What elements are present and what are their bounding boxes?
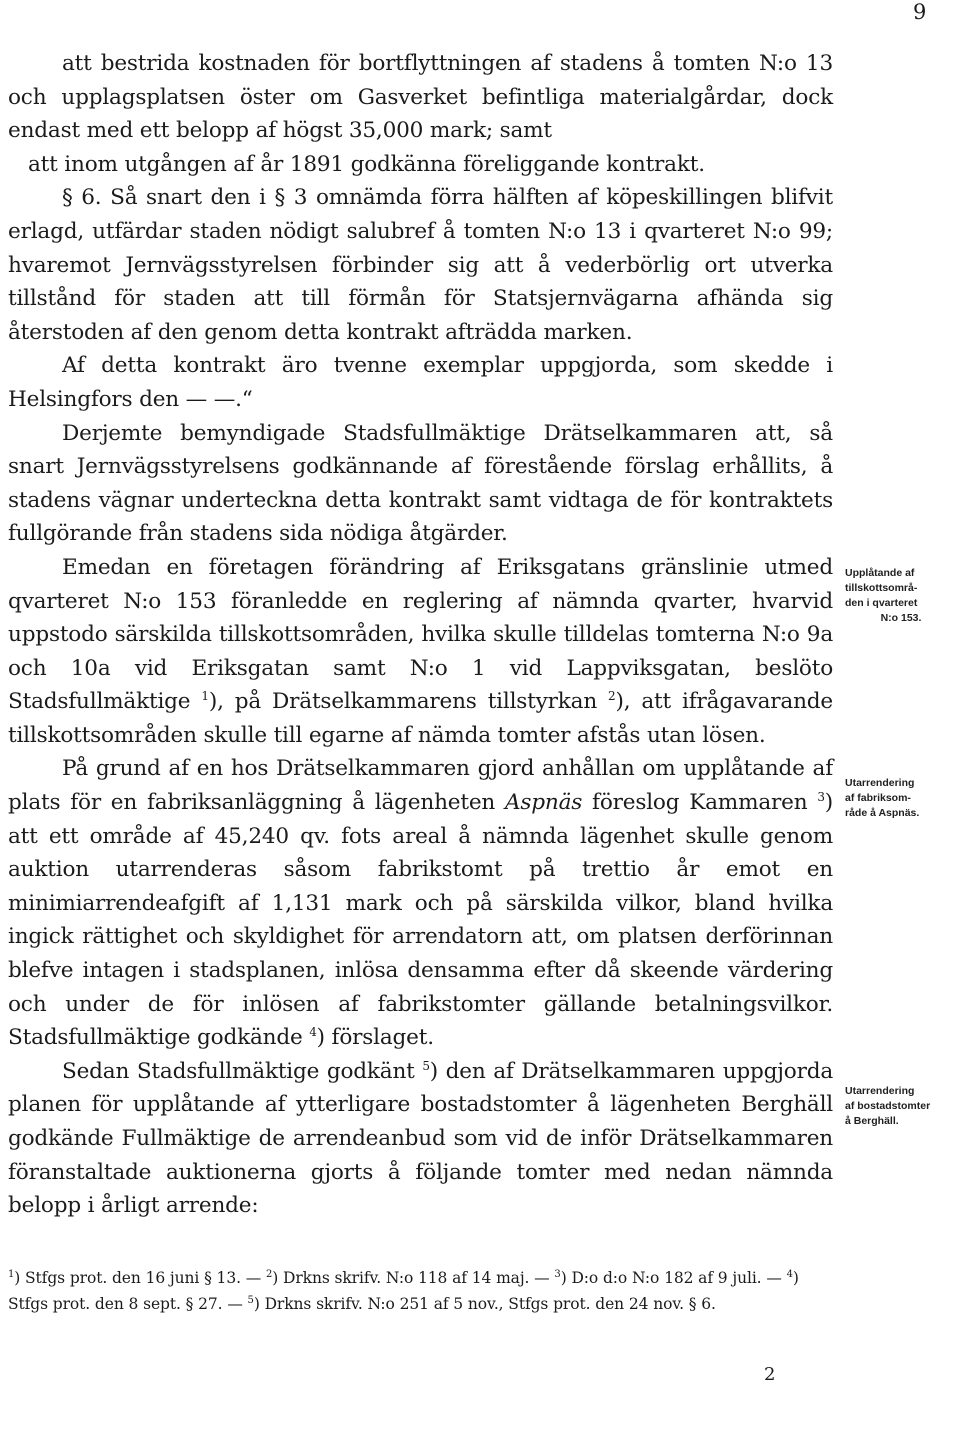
sheet-signature: 2 — [764, 1364, 776, 1385]
footnote-ref: 3 — [817, 790, 825, 805]
footnote-ref: 1 — [8, 1269, 15, 1280]
text-run: ) förslaget. — [316, 1025, 434, 1051]
footnote-ref: 1 — [201, 689, 209, 704]
margin-note-line: råde å Aspnäs. — [845, 807, 920, 819]
text-run: ), på Drätselkammarens tillstyrkan — [208, 689, 609, 715]
paragraph-1 — [8, 47, 833, 148]
margin-note-3 — [845, 1084, 957, 1129]
margin-note-2 — [845, 776, 957, 821]
margin-note-line: Utarrendering — [845, 1085, 915, 1097]
text-run: föreslog Kammaren — [582, 790, 818, 816]
margin-note-line: tillskottsområ- — [845, 582, 918, 594]
paragraph-8 — [8, 1055, 833, 1223]
margin-note-line: N:o 153. — [880, 612, 922, 624]
footnote-ref: 2 — [608, 689, 616, 704]
paragraph-3 — [8, 181, 833, 349]
text-run: ) D:o d:o N:o 182 af 9 juli. — — [560, 1269, 787, 1287]
text-run: Aspnäs — [505, 790, 583, 816]
footnote-ref: 5 — [247, 1295, 254, 1306]
paragraph-6 — [8, 551, 833, 753]
text-run: Derjemte bemyndigade Stadsfullmäktige Drätselkammaren att, så snart Jernvägsstyrelsens godkännande af förestående förslag erhållits, å stadens vägnar underteckna detta kontrakt samt vidtaga de för kontraktets fullgörande från stadens sida nödiga åtgärder. — [8, 420, 833, 547]
paragraph-7 — [8, 752, 833, 1054]
margin-note-line: den i qvarteret — [845, 597, 918, 609]
body-text — [8, 47, 833, 1223]
text-run: ) Stfgs prot. den 8 sept. § 27. — — [8, 1269, 799, 1313]
margin-note-line: å Berghäll. — [845, 1115, 899, 1127]
text-run: På grund af en hos Drätselkammaren gjord anhållan om upplåtande af plats för en fabriksanläggning å lägenheten — [8, 756, 833, 816]
margin-note-line: Upplåtande af — [845, 567, 915, 579]
margin-note-1 — [845, 566, 957, 626]
text-run: att inom utgången af år 1891 godkänna föreliggande kontrakt. — [28, 151, 705, 177]
text-run: att bestrida kostnaden för bortflyttningen af stadens å tomten N:o 13 och upplagsplatsen öster om Gasverket befintliga materialgårdar, dock endast med ett belopp af högst 35,000 mark; samt — [8, 51, 833, 144]
text-run: § 6. Så snart den i § 3 omnämda förra hälften af köpeskillingen blifvit erlagd, utfärdar staden nödigt salubref å tomten N:o 13 i qvarteret N:o 99; hvaremot Jernvägsstyrelsen förbinder sig att å vederbörlig ort utverka tillstånd för staden att till förmån för Statsjernvägarna afhända sig återstoden af den genom detta kontrakt afträdda marken. — [8, 185, 833, 345]
margin-note-line: af bostadstomter — [845, 1100, 931, 1112]
text-run: ), att ifrågavarande tillskottsområden skulle till egarne af nämda tomter afstås utan lösen. — [8, 689, 833, 748]
margin-note-line: af fabriksom- — [845, 792, 911, 804]
paragraph-2 — [8, 148, 833, 182]
paragraph-4 — [8, 349, 833, 416]
footnote-ref: 2 — [265, 1269, 273, 1280]
text-run: ) Drkns skrifv. N:o 118 af 14 maj. — — [272, 1269, 555, 1287]
paragraph-5 — [8, 417, 833, 551]
footnotes — [8, 1265, 840, 1317]
text-run: ) Stfgs prot. den 16 juni § 13. — — [14, 1269, 266, 1287]
footnote-ref: 3 — [554, 1269, 561, 1280]
margin-note-line: Utarrendering — [845, 777, 915, 789]
text-run: Emedan en företagen förändring af Eriksgatans gränslinie utmed qvarteret N:o 153 föranledde en reglering af nämnda qvarter, hvarvid uppstodo särskilda tillskottsområden, hvilka skulle tilldelas tomterna N:o 9a och 10a vid Eriksgatan samt N:o 1 vid Lappviksgatan, beslöto Stadsfullmäktige — [8, 554, 833, 715]
text-run: ) att ett område af 45,240 qv. fots areal å nämnda lägenhet skulle genom auktion utarrenderas såsom fabrikstomt på trettio år emot en minimiarrendeafgift af 1,131 mark och på särskilda vilkor, bland hvilka ingick rättighet och skyldighet för arrendatorn att, om platsen derförinnan blefve intagen i stadsplanen, inlösa densamma efter då skeende värdering och under de för inlösen af fabrikstomter gällande betalningsvilkor. Stadsfullmäktige godkände — [8, 790, 833, 1051]
text-run: ) Drkns skrifv. N:o 251 af 5 nov., Stfgs prot. den 24 nov. § 6. — [253, 1295, 716, 1313]
text-run: Af detta kontrakt äro tvenne exemplar uppgjorda, som skedde i Helsingfors den — —.“ — [8, 353, 833, 412]
footnote-ref: 5 — [422, 1058, 430, 1073]
footnote-ref: 4 — [309, 1025, 317, 1040]
page-number: 9 — [913, 0, 927, 24]
text-run: Sedan Stadsfullmäktige godkänt — [62, 1058, 423, 1084]
text-run: ) den af Drätselkammaren uppgjorda planen för upplåtande af ytterligare bostadstomter å lägenheten Berghäll godkände Fullmäktige de arrendeanbud som vid de inför Drätselkammaren föranstaltade auktionerna gjorts å följande tomter med nedan nämnda belopp i årligt arrende: — [8, 1058, 834, 1219]
footnote-ref: 4 — [786, 1269, 793, 1280]
